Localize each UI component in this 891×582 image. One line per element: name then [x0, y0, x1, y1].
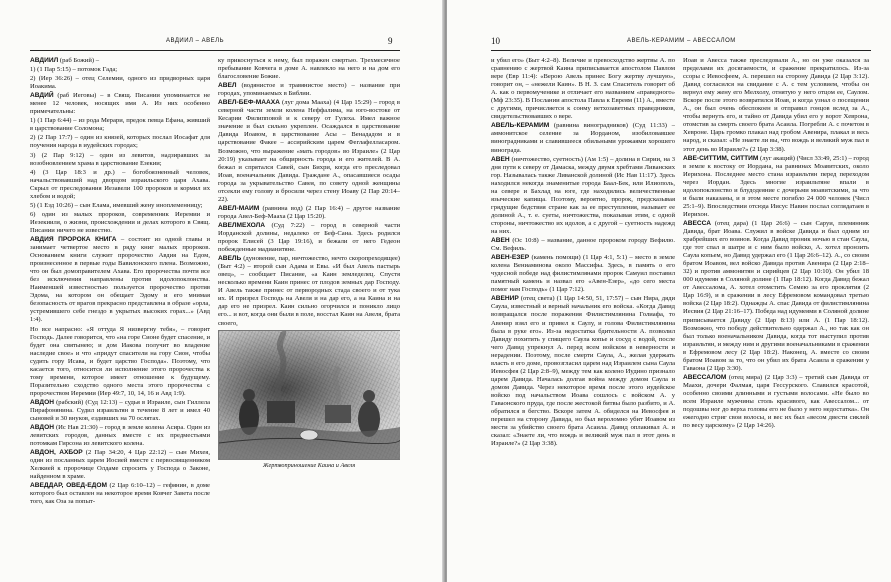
entry-headword: АВЕДДАР, ОВЕД-ЕДОМ — [30, 482, 107, 490]
page-number-left: 9 — [388, 36, 393, 46]
engraving-figure — [218, 330, 400, 470]
entry-paragraph — [30, 152, 210, 168]
entry-text: ку прикоснуться к нему, был поражен смертью. Трехмесячное пребывание Ковчега в доме А. навлекло на него и на дом его благословение Божие. — [218, 57, 400, 81]
entry-text: (дуновение, пар, ничтожество, нечто скоропреходящее) (Быт 4:2) – второй сын Адама и Евы. «И был Авель пастырь овец», – сообщает Писание, «а Каин земледелец. Спустя несколько времени Каин принес от плодов земных дар Господу. И Авель также принес от первородных стада своего и от тука их. И призрел Господь на Авеля и на дар его, а на Каина и на дар его не призрел. Каин сильно огорчился и поникло лицо его... и вот, когда они были в поле, восстал Каин на Авеля, брата своего, — [218, 255, 400, 327]
running-head-left: АВДИИЛ – АВЕЛЬ — [166, 38, 225, 44]
dictionary-entry — [491, 122, 675, 154]
entry-headword: АВЕССА — [683, 219, 712, 227]
entry-headword: АВДОН, АХБОР — [30, 449, 83, 457]
entry-headword: АВЕЛ-МАИМ — [218, 204, 260, 212]
entry-headword: АВЕЛЬ-КЕРАМИМ — [491, 122, 550, 130]
dictionary-entry — [30, 449, 210, 481]
entry-paragraph — [30, 66, 210, 74]
entry-headword: АВЕНИР — [491, 295, 519, 303]
header-rule-right — [491, 50, 871, 51]
entry-headword: АВДОН — [30, 398, 55, 406]
dictionary-entry — [491, 156, 675, 236]
entry-headword: АВЕН — [491, 155, 510, 163]
entry-paragraph — [30, 169, 210, 201]
entry-headword: АВДИЙ — [30, 92, 54, 100]
dictionary-entry — [683, 220, 869, 373]
entry-text: – состоит из одной главы и занимает четвертое место в ряду книг малых пророков. Основанием книги служит пророчество Авдия на Едом, произнесенное в первые годы Вавилонского плена. Возможно, что он был домоправителем Ахава. Его пророчества почти все без исключения направлены против идолопоклонства. Наименшей известностью пользуется пророчество против Эдома, на котором он обещает Эдому и его мнимая безопасность от врагов прекрасно представлена в образе «орла, устремившего себе гнездо в укрытых высоких горах...» (Авд 1:4). — [30, 235, 210, 324]
dictionary-entry — [30, 424, 210, 448]
dictionary-entry — [218, 255, 400, 327]
entry-headword: АВЕЛ — [218, 82, 237, 90]
entry-headword: АВДИЯ ПРОРОКА КНИГА — [30, 235, 117, 243]
dictionary-entry — [683, 155, 869, 219]
page-number-right: 10 — [491, 36, 500, 46]
entry-text: (рабский) (Суд 12:13) – судья в Израиле, сын Гиллела Пирафонянина. Судил израильтян в течение 8 лет и имел 40 сыновей и 30 внуков, ездивших на 70 ослятах. — [30, 398, 210, 423]
dictionary-entry — [491, 254, 675, 294]
entry-text: (луг акаций) (Числ 33:49, 25:1) – город в земле к востоку от Иордана, на равнинах Моавитских, около Иерихона. Последнее место стана израильтян перед переходом через Иордан. Здесь многие израильтяне впали в идолопоклонство и блудодеяние с дочерьми моавитскими, за что и были наказаны, и в этом месте погибло 24 000 человек (Числ 25:1–9). Впоследствии отсюда Иисус Навин послал соглядатаев в Иерихон. — [683, 154, 869, 218]
entry-paragraph — [30, 134, 210, 150]
entry-text: 4) (3 Цар 18:3 и др.) – богобоязненный человек, начальствовавший над дворцом израильского царя Ахава. Скрыл от преследования Иезавели 100 пророков и кормил их хлебом и водой; — [30, 168, 210, 200]
entry-text: (Ис Нав 21:30) – город в земле колена Асира. Один из левитских городов, данных вместе с их предместьями потомкам Гирсона из левитского колена. — [30, 424, 210, 448]
entry-text: Но все напрасно: «Я оттуда Я низвергну тебя», – говорит Господь. Далее говорится, что «на горе Сионе будет спасение, и будет она святынею; и дом Иакова получит во владение наследие свое» и что «придут спасители на гору Сион, чтобы судить гору Исава, и будет царство Господа». Поэтому, что касается того, относится ли исполнение этого пророчества к тому времени, которое имеет отношение к будущему. Поразительно сходство одного места этого пророчества с пророчеством Иеремии (Иер 49:7, 10, 14, 16 и Авд 1:9). — [30, 325, 210, 397]
figure-caption: Жертвоприношение Каина и Авеля — [262, 461, 356, 469]
entry-text: 3) (2 Пар 9:12) – один из левитов, надзиравших за возобновлением храма в царствование Езекии; — [30, 151, 210, 167]
entry-text: (отец мира) (2 Цар 3:3) – третий сын Давида от Маахи, дочери Фалмая, царя Гессурского. Славился красотой, особенно своими длинными и густыми волосами. «Не было во всем Израиле мужчины столь красивого, как Авессалом... от подошвы ног до верха головы его не было у него недостатка». Он ежегодно стриг свои волосы, и вес их был «весом двести сиклей по весу царскому» (2 Цар 14:26). — [683, 373, 869, 430]
entry-text: Иоав и Авесса также преследовали А., но он уже оказался за пределами их досягаемости, и сражение прекратилось. Из-за ссоры с Иевосфеем, А. перешел на сторону Давида (2 Цар 3:12). Давид согласился на свидание с А. с тем условием, чтобы он вернул ему жену его Мелхолу, отнятую у него отцом ее, Саулом. Вскоре после этого возвратился Иоав, и когда узнал о посещении А., он был очень обеспокоен и отправил гонцов вслед за А., чтобы вернуть его, и тайно от Давида убил его у ворот Хеврона, отомстив за смерть своего брата Асаила. Погребли А. с почетом в Хевроне. Царь громко плакал над гробом Авенира, плакал и весь народ, и сказал: «Не знаете ли вы, что вождь и великий муж пал в этот день во Израиле?» (2 Цар 3:38). — [683, 57, 869, 153]
entry-text: 1) (1 Пар 6:44) – из рода Мерари, предок певца Ефана, живший в царствование Соломона; — [30, 117, 210, 133]
entry-text: 2) (Иер 36:26) – отец Селемии, одного из придворных царя Иоакима. — [30, 75, 210, 91]
dictionary-entry — [218, 222, 400, 254]
dictionary-entry — [218, 205, 400, 221]
entry-text: (2 Цар 6:10–12) – гефянин, в доме которого был оставлен на некоторое время Ковчег Завета после того, как Оза за попыт- — [30, 482, 210, 506]
dictionary-entry — [218, 82, 400, 98]
dictionary-entry — [30, 92, 210, 116]
entry-text: (раб Иеговы) – в Свящ. Писании упоминается не менее 12 человек, носящих имя А. Из них особенно примечательны: — [30, 92, 210, 116]
right-page-column-2 — [683, 57, 869, 577]
left-page-column-1 — [30, 57, 210, 577]
dictionary-entry — [491, 237, 675, 253]
dictionary-entry — [491, 295, 675, 448]
entry-text: (раб Божий) – — [58, 57, 99, 64]
dictionary-entry — [30, 482, 210, 506]
entry-text: (равнина виноградников) (Суд 11:33) – аммонитское селение за Иорданом, изобиловавшее виноградниками и славившееся обильными урожаями хорошего винограда. — [491, 122, 675, 154]
entry-text: (водянистое и травянистое место) – название при городах, упоминаемых в Библии. — [218, 82, 400, 98]
engraving-illustration — [218, 330, 400, 460]
entry-text: 5) (1 Езд 10:26) – сын Елама, имевший жену иноплеменницу; — [30, 201, 203, 209]
running-head-right: АВЕЛЬ-КЕРАМИМ – АВЕССАЛОМ — [627, 38, 736, 44]
right-page-column-1 — [491, 57, 675, 577]
dictionary-entry — [30, 57, 210, 65]
entry-headword: АВЕ-СИТТИМ, СИТТИМ — [683, 154, 759, 162]
left-page — [0, 0, 444, 582]
entry-paragraph — [30, 117, 210, 133]
entry-headword: АВДИИЛ — [30, 57, 59, 64]
entry-text: (2 Пар 34:20, 4 Цар 22:12) – сын Михея, один из посланных царем Иосией вместе с первосвященником Хелкией к пророчице Олдаме спросить у Господа о Законе, найденном в храме. — [30, 449, 210, 481]
engraving-drawing — [219, 331, 400, 459]
entry-headword: АВЕЛМЕХОЛА — [218, 221, 266, 229]
entry-text: (камень помощи) (1 Цар 4:1, 5:1) – место в земле колена Вениаминова около Массифы. Здесь, в память о его чудесной победе над филистимлянами пророк Самуил поставил памятный камень и назвал его «Авен-Езер», «до сего места помог нам Господь» (1 Цар 7:12). — [491, 254, 675, 294]
entry-text: (отец дара) (1 Цар 26:6) – сын Саруи, племянник Давида, брат Иоава. Служил в войске Давида и был одним из храбрейших его воинов. Когда Давид проник ночью в стан Саула, где тот спал в шатре и с ним было войско, А. хотел пронзить Саула копьем, но Давид удержал его (1 Цар 26:6–12). А., со своим братом Иоавом, вел войско Давида против Авенира (2 Цар 2:18–32) и против аммонитян и сирийцев (2 Цар 10:10). Он убил 18 000 идумеян в Соляной долине (1 Пар 18:12). Когда Давид бежал от Авессалома, А. хотел отомстить Семею за его проклятия (2 Цар 16:9), и в сражении в лесу Ефремовом командовал третью войска (2 Цар 18:2). Однажды А. спас Давида от филистимлянина Иесвия (2 Цар 21:16–17). Победа над идумеями в Соляной долине приписывается Давиду (2 Цар 8:13) или А. (1 Пар 18:12). Возможно, что победу действительно одержал А., но так как он был только военачальником Давида, когда тот выступил против израильтян, и между ним и другими военачальниками в сражении в Ефремовом лесу (2 Цар 18:2). Наконец, А. вместе со своим братом Иоавом за то, что он убил их брата Асаила в сражении у Гаваона (2 Цар 3:30). — [683, 219, 869, 372]
entry-paragraph — [218, 57, 400, 81]
entry-text: (луг дома Мааха) (4 Цар 15:29) – город в северной части земли колена Неффалима, на юго-востоке от Кесарии Филипповой и к северу от Гулеха. Имел важное значение и был сильно укреплен. Осаждался в царствование Давида Иоавом, в царствование Асы – Венададом и в царствование Факее – ассирийским царем Феглафелласаром. Возможно, что выражение «мать городов» во Израиле» (2 Цар 20:19) указывает на общирность города и его жителей. В А. бежал и спрятался Савей, сын Бихри, когда его преследовал Иоав, военачальник Давида. Граждане А., опасавшиеся осады города за укрывательство Савея, по совету одной женщины отсекли ему голову и бросили через стену Иоаву (2 Пар 20:14–22). — [218, 99, 400, 203]
entry-headword: АВЕН-ЕЗЕР — [491, 254, 530, 262]
entry-paragraph — [30, 326, 210, 398]
entry-text: 2) (2 Пар 17:7) – один из князей, которых послал Иосафат для поучения народа в иудейских городах; — [30, 134, 210, 150]
entry-text: (равнина вод) (2 Пар 16:4) – другое название города Авел-Беф-Мааха (2 Цар 15:20). — [218, 204, 400, 220]
dictionary-entry — [30, 236, 210, 325]
right-page — [447, 0, 891, 582]
entry-paragraph — [30, 75, 210, 91]
dictionary-entry — [683, 374, 869, 430]
entry-headword: АВЕЛЬ — [218, 255, 242, 263]
header-rule-left — [30, 50, 400, 51]
entry-text: 6) один из малых пророков, современник Иеремии и Иезекииля, о жизни, происхождении и делах которого в Свящ. Писании ничего не известно. — [30, 210, 210, 234]
entry-text: и убил его» (Быт 4:2–8). Величие и превосходство жертвы А. по сравнению с жертвой Каина приписывается апостолом Павлом вере (Евр 11:4): «Верою Авель принес Богу жертву лучшую», говорит он, – «нежели Каин». В Н. З. сам Спаситель говорит об А. как о первомученике и отличает его названием «праведного» (Мф 23:35). В Послании апостола Павла к Евреям (11) А., вместе с другими, причисляется к сонму ветхозаветных праведников, свидетельствовавших о вере. — [491, 57, 675, 121]
entry-headword: АВЕЛ-БЕФ-МААХА — [218, 99, 280, 107]
entry-text: 1) (1 Пар 5:15) – потомок Гада; — [30, 66, 118, 74]
left-page-column-2 — [218, 57, 400, 577]
entry-text: (Ос 10:8) – название, данное пророком городу Вефилю. См. Вефиль. — [491, 237, 675, 253]
entry-text: (ничтожество, суетность) (Ам 1:5) – долина в Сирии, на 3 дня пути к северу от Дамаска, между двумя хребтами Ливанских гор. Называлась также Ливанской долиной (Ис Нав 11:17). Здесь находился некогда знаменитые города Баал-Бек, или Илиополь, на севере и Бахлад на юге, где находились величественные языческие капища. Поэтому, вероятно, пророк, предсказывая грядущие бедствия стране как за ее преступления, называет ее долиной А., т. е. суеты, ничтожества, показывая этим, с одной стороны, ничтожество их идолов, а с другой – суетность надежд на них. — [491, 155, 675, 235]
entry-headword: АВЕССАЛОМ — [683, 373, 727, 381]
entry-paragraph — [683, 57, 869, 154]
entry-headword: АВДОН — [30, 424, 55, 432]
entry-paragraph — [491, 57, 675, 121]
dictionary-entry — [218, 99, 400, 204]
entry-text: (Суд 7:22) – город в северной части Иорданской долины, недалеко от Беф-Сана. Здесь родился пророк Елисей (3 Цар 19:16), и бежали от него Гедеон побежденные мадианитяне. — [218, 221, 400, 254]
dictionary-entry — [30, 399, 210, 423]
entry-paragraph — [30, 211, 210, 235]
entry-paragraph — [30, 202, 210, 210]
entry-text: (отец света) (1 Цар 14:50, 51, 17:57) – сын Нира, дяди Саула, известный и верный начальник его войска. «Когда Давид возвращался после поражения Филистимлянина Голиафа, то Авенир взял его и привел к Саулу, и голова Филистимлянина была в руке его». Из-за недостатка бдительности А. позволил Давиду похитить у спящего Саула копье и сосуд с водой, после чего Давид упрекнул А. перед всем войском в неверности и нерадении. Поэтому, после смерти Саула, А., желая удержать власть в его доме, провозгласил царем над Израилем сына Саула Иевосфея (2 Цар 2:8–9), между тем как колено Иудино признало царем Давида. Началась долгая война между домом Саула и домом Давида. Через некоторое время после этого иудейское войско под начальством Иоава сошлось с войском А. у Гаваонского пруда, где после жестокой битвы было разбито, и А. обратился в бегство. Вскоре затем А. обиделся на Иевосфея и перешел на сторону Давида, но был вероломно убит Иоавом из мести за убийство своего брата Асаила. Давид оплакивал А. и сказал: «Знаете ли, что вождь и великий муж пал в этот день в Израиле?» (2 Цар 3:38). — [491, 295, 675, 448]
entry-headword: АВЕН — [491, 237, 510, 245]
